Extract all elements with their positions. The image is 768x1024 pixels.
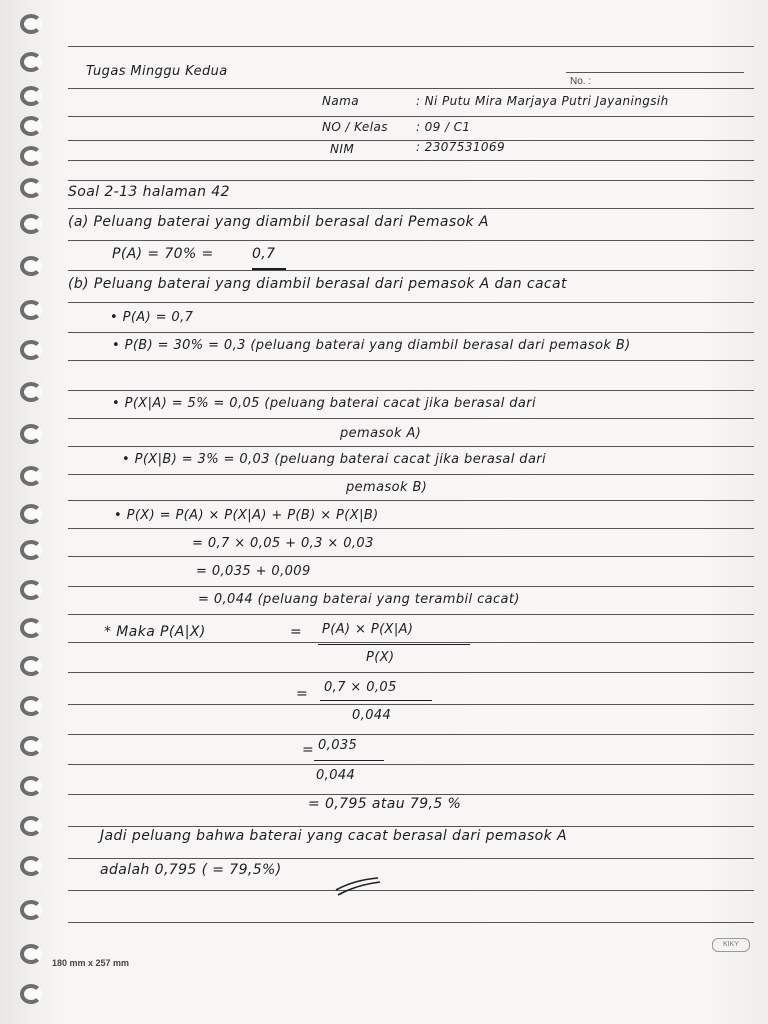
- ruled-line: [68, 586, 754, 587]
- equals-sign: =: [302, 742, 315, 758]
- ruled-line: [68, 180, 754, 181]
- binder-hole: [20, 340, 42, 360]
- ruled-line: [68, 208, 754, 209]
- binder-hole: [20, 944, 42, 964]
- binder-hole: [20, 984, 42, 1004]
- given-pa: • P(A) = 0,7: [110, 310, 194, 325]
- answer-a-lhs: P(A) = 70% =: [112, 246, 214, 262]
- ruled-line: [68, 418, 754, 419]
- ruled-line: [68, 500, 754, 501]
- binder-hole: [20, 14, 42, 34]
- ruled-line: [68, 642, 754, 643]
- binder-hole: [20, 116, 42, 136]
- binder-hole: [20, 52, 42, 72]
- ruled-line: [68, 446, 754, 447]
- nim-value: : 2307531069: [416, 140, 506, 154]
- fraction3-denominator: 0,044: [316, 768, 356, 783]
- fraction1-denominator: P(X): [366, 650, 395, 665]
- total-prob-step1: = 0,7 × 0,05 + 0,3 × 0,03: [192, 536, 374, 551]
- ruled-line: [68, 922, 754, 923]
- binder-hole: [20, 776, 42, 796]
- equals-sign: =: [296, 686, 309, 702]
- binder-hole: [20, 382, 42, 402]
- total-prob-step2: = 0,035 + 0,009: [196, 564, 311, 579]
- ruled-line: [68, 764, 754, 765]
- problem-title: Soal 2-13 halaman 42: [68, 184, 230, 200]
- binder-hole: [20, 856, 42, 876]
- binder-hole: [20, 736, 42, 756]
- binder-hole: [20, 256, 42, 276]
- equals-sign: =: [290, 624, 303, 640]
- maka-label: * Maka P(A|X): [104, 624, 206, 640]
- ruled-line: [68, 46, 754, 47]
- total-prob-formula: • P(X) = P(A) × P(X|A) + P(B) × P(X|B): [114, 508, 379, 523]
- fraction1-numerator: P(A) × P(X|A): [322, 622, 414, 637]
- fraction3-numerator: 0,035: [318, 738, 358, 753]
- ruled-line: [68, 390, 754, 391]
- fraction2-denominator: 0,044: [352, 708, 392, 723]
- ruled-line: [68, 794, 754, 795]
- ruled-line: [68, 858, 754, 859]
- number-line: [566, 72, 744, 73]
- fraction1-bar: [318, 644, 470, 645]
- ruled-line: [68, 528, 754, 529]
- ruled-line: [68, 614, 754, 615]
- binder-hole: [20, 540, 42, 560]
- conclusion-line-2: adalah 0,795 ( = 79,5%): [100, 862, 282, 878]
- ruled-line: [68, 556, 754, 557]
- question-a: (a) Peluang baterai yang diambil berasal dari Pemasok A: [68, 214, 489, 230]
- nim-label: NIM: [330, 142, 355, 156]
- given-pxb-cont: pemasok B): [346, 480, 428, 495]
- name-label: Nama: [322, 94, 359, 108]
- binder-hole: [20, 656, 42, 676]
- binder-hole: [20, 816, 42, 836]
- ruled-line: [68, 116, 754, 117]
- name-value: : Ni Putu Mira Marjaya Putri Jayaningsih: [416, 94, 669, 108]
- ruled-line: [68, 332, 754, 333]
- page-number-label: No. :: [570, 76, 592, 87]
- binder-hole: [20, 466, 42, 486]
- ruled-line: [68, 474, 754, 475]
- conclusion-line-1: Jadi peluang bahwa baterai yang cacat berasal dari pemasok A: [100, 828, 567, 844]
- ruled-line: [68, 734, 754, 735]
- paper-size-label: 180 mm x 257 mm: [52, 958, 130, 968]
- binder-hole: [20, 618, 42, 638]
- ruled-line: [68, 704, 754, 705]
- binder-hole: [20, 696, 42, 716]
- binder-hole: [20, 86, 42, 106]
- brand-logo: KIKY: [712, 938, 750, 952]
- binder-holes: [0, 0, 60, 1024]
- given-pxb: • P(X|B) = 3% = 0,03 (peluang baterai cacat jika berasal dari: [122, 452, 547, 467]
- fraction3-bar: [314, 760, 384, 761]
- total-prob-result: = 0,044 (peluang baterai yang terambil cacat): [198, 592, 520, 607]
- class-label: NO / Kelas: [322, 120, 388, 134]
- binder-hole: [20, 504, 42, 524]
- answer-a-underline: [252, 268, 286, 270]
- assignment-title: Tugas Minggu Kedua: [86, 64, 228, 79]
- binder-hole: [20, 214, 42, 234]
- fraction2-bar: [320, 700, 432, 701]
- ruled-line: [68, 890, 754, 891]
- ruled-line: [68, 360, 754, 361]
- given-pxa: • P(X|A) = 5% = 0,05 (peluang baterai cacat jika berasal dari: [112, 396, 537, 411]
- ruled-line: [68, 672, 754, 673]
- binder-hole: [20, 146, 42, 166]
- binder-hole: [20, 178, 42, 198]
- ruled-line: [68, 88, 754, 89]
- ruled-line: [68, 240, 754, 241]
- answer-a-result: 0,7: [252, 246, 276, 262]
- ruled-line: [68, 270, 754, 271]
- given-pxa-cont: pemasok A): [340, 426, 422, 441]
- ruled-line: [68, 160, 754, 161]
- double-underline-mark: [334, 876, 384, 896]
- fraction2-numerator: 0,7 × 0,05: [324, 680, 397, 695]
- binder-hole: [20, 580, 42, 600]
- binder-hole: [20, 900, 42, 920]
- ruled-line: [68, 140, 754, 141]
- class-value: : 09 / C1: [416, 120, 471, 134]
- binder-hole: [20, 300, 42, 320]
- binder-hole: [20, 424, 42, 444]
- ruled-line: [68, 826, 754, 827]
- ruled-line: [68, 302, 754, 303]
- question-b: (b) Peluang baterai yang diambil berasal dari pemasok A dan cacat: [68, 276, 567, 292]
- bayes-result: = 0,795 atau 79,5 %: [308, 796, 462, 812]
- given-pb: • P(B) = 30% = 0,3 (peluang baterai yang diambil berasal dari pemasok B): [112, 338, 631, 353]
